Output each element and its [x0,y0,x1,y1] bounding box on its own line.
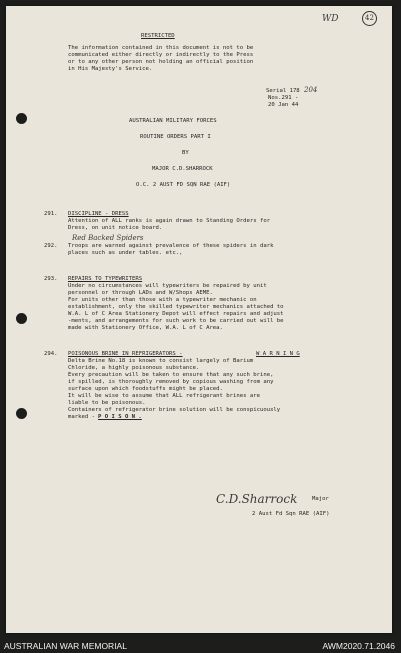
document-page [6,6,392,633]
title-line: ROUTINE ORDERS PART I [140,134,211,140]
notice-line: communicated either directly or indirectly to the Press [68,52,254,58]
order-line: personnel or through LADs and W/Shops AEME. [68,290,213,296]
order-number: 291. [44,211,58,217]
order-date: 20 Jan 44 [268,102,299,108]
order-line: places such as under tables. etc., [68,250,183,256]
order-number: 294. [44,351,58,357]
poison-label: P O I S O N . [98,414,142,420]
order-line: Under no circumstances will typewriters be repaired by unit [68,283,267,289]
order-line: establishment, only the skilled typewriter mechanics attached to [68,304,284,310]
order-line: Chloride, a highly poisonous substance. [68,365,200,371]
order-line: Every precaution will be taken to ensure that any such brine, [68,372,274,378]
title-line: AUSTRALIAN MILITARY FORCES [129,118,217,124]
handwritten-heading: Red Backed Spiders [72,234,144,242]
order-line: Delta Brine No.18 is known to consist largely of Barium [68,358,254,364]
title-line: O.C. 2 AUST FD SQN RAE (AIF) [136,182,231,188]
order-line: W.A. L of C Area Stationery Depot will effect repairs and adjust [68,311,284,317]
order-line: liable to be poisonous. [68,400,146,406]
signature-rank: Major [312,496,329,502]
warning-label: W A R N I N G [256,351,300,357]
corner-number: 42 [362,11,377,26]
order-line: -ments, and arrangements for such work to be carried out will be [68,318,284,324]
order-line: if spilled, is thoroughly removed by copious washing from any [68,379,274,385]
notice-line: or to any other person not holding an official position [68,59,254,65]
serial-handwritten: 204 [304,86,318,94]
punch-hole [16,113,27,124]
handwritten-signature: C.D.Sharrock [216,492,298,506]
restricted-marking: RESTRICTED [141,33,175,39]
order-heading: POISONOUS BRINE IN REFRIGERATORS - [68,351,183,357]
order-line: made with Stationery Office, W.A. L of C Area. [68,325,223,331]
order-number: 292. [44,243,58,249]
punch-hole [16,313,27,324]
order-line: surface upon which foodstuffs might be placed. [68,386,223,392]
footer-source: AUSTRALIAN WAR MEMORIAL [4,641,127,651]
serial-number: Serial 178 [266,88,300,94]
order-heading: DISCIPLINE - DRESS [68,211,129,217]
order-line: marked - [68,414,95,420]
order-heading: REPAIRS TO TYPEWRITERS [68,276,143,282]
corner-stamp: WD [322,14,339,24]
order-line: For units other than those with a typewriter mechanic on [68,297,257,303]
notice-line: The information contained in this document is not to be [68,45,254,51]
order-line: Dress, on unit notice board. [68,225,163,231]
title-line: MAJOR C.D.SHARROCK [152,166,213,172]
signature-unit: 2 Aust Fd Sqn RAE (AIF) [252,511,330,517]
order-number: 293. [44,276,58,282]
order-line: Troops are warned against prevalence of these spiders in dark [68,243,274,249]
punch-hole [16,408,27,419]
order-line: Containers of refrigerator brine solution will be conspicuously [68,407,281,413]
order-numbers: Nos.291 - [268,95,299,101]
title-line: BY [182,150,189,156]
notice-line: in His Majesty's Service. [68,66,153,72]
order-line: It will be wise to assume that ALL refrigerant brines are [68,393,260,399]
order-line: Attention of ALL ranks is again drawn to Standing Orders for [68,218,271,224]
footer-accession: AWM2020.71.2046 [322,641,395,651]
